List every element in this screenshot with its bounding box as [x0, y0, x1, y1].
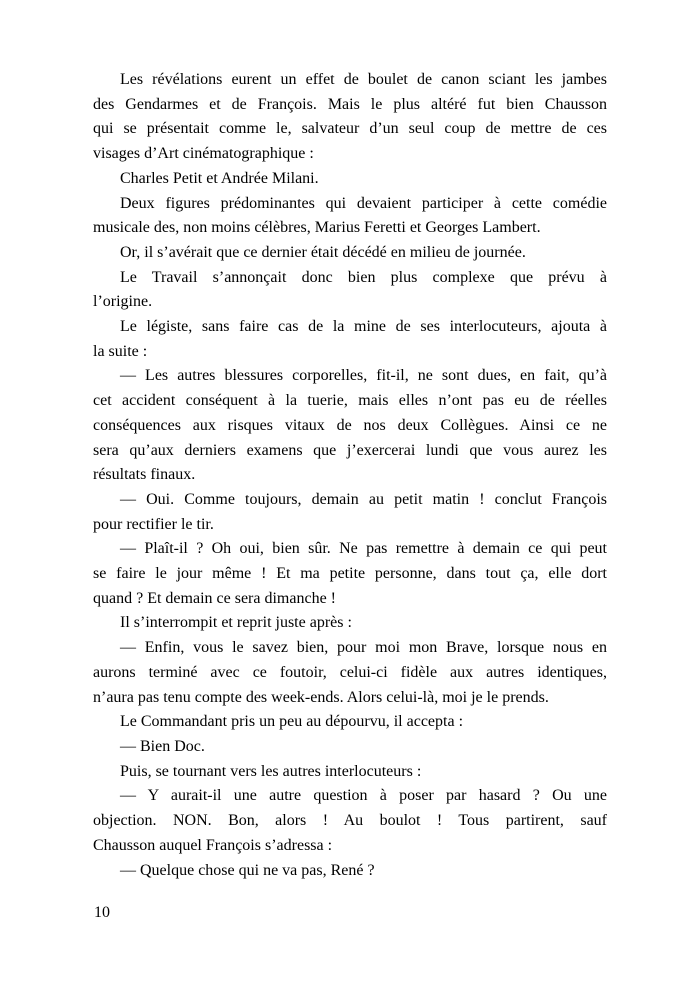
text-line: Chausson auquel François s’adressa : [93, 836, 333, 854]
text-line: Or, il s’avérait que ce dernier était décédé en milieu de journée. [120, 243, 526, 261]
text-line: conséquences aux risques vitaux de nos deux Collègues. Ainsi ce ne [93, 416, 607, 434]
text-line: sera qu’aux derniers examens que j’exercerai lundi que vous aurez les [93, 441, 607, 459]
text-line: — Bien Doc. [120, 737, 205, 755]
paragraph [93, 192, 607, 241]
text-line: Le Commandant pris un peu au dépourvu, il accepta : [120, 713, 464, 731]
paragraph [93, 488, 607, 537]
paragraph [93, 537, 607, 611]
paragraph [93, 167, 607, 192]
paragraph [93, 266, 607, 315]
text-line: la suite : [93, 342, 148, 360]
paragraph [93, 636, 607, 710]
page-number: 10 [94, 904, 110, 921]
text-line: — Oui. Comme toujours, demain au petit matin ! conclut François [120, 490, 607, 508]
text-line: Le légiste, sans faire cas de la mine de ses interlocuteurs, ajouta à [120, 318, 607, 336]
text-line: cet accident conséquent à la tuerie, mais elles n’ont pas eu de réelles [93, 392, 607, 410]
paragraph [93, 859, 607, 884]
text-line: Le Travail s’annonçait donc bien plus complexe que prévu à [120, 268, 607, 286]
text-line: Les révélations eurent un effet de boulet de canon sciant les jambes [120, 71, 607, 88]
text-line: Deux figures prédominantes qui devaient participer à cette comédie [120, 194, 607, 212]
text-line: résultats finaux. [93, 466, 196, 484]
paragraph [93, 710, 607, 735]
page-text [93, 68, 607, 883]
paragraph [93, 784, 607, 858]
text-line: quand ? Et demain ce sera dimanche ! [93, 589, 336, 607]
text-line: — Y aurait-il une autre question à poser par hasard ? Ou une [120, 787, 607, 805]
paragraph [93, 68, 607, 167]
text-line: Puis, se tournant vers les autres interlocuteurs : [120, 762, 422, 780]
text-line: Charles Petit et Andrée Milani. [120, 169, 319, 187]
paragraph [93, 364, 607, 488]
text-line: qui se présentait comme le, salvateur d’un seul coup de mettre de ces [93, 120, 607, 138]
text-line: — Plaît-il ? Oh oui, bien sûr. Ne pas remettre à demain ce qui peut [120, 540, 607, 558]
paragraph [93, 760, 607, 785]
text-line: n’aura pas tenu compte des week-ends. Alors celui-là, moi je le prends. [93, 688, 549, 706]
text-line: — Enfin, vous le savez bien, pour moi mon Brave, lorsque nous en [120, 639, 607, 657]
text-line: des Gendarmes et de François. Mais le plus altéré fut bien Chausson [93, 95, 607, 113]
paragraph [93, 241, 607, 266]
text-line: pour rectifier le tir. [93, 515, 214, 533]
text-line: se faire le jour même ! Et ma petite personne, dans tout ça, elle dort [93, 565, 607, 583]
text-line: l’origine. [93, 293, 153, 311]
text-line: objection. NON. Bon, alors ! Au boulot ! Tous partirent, sauf [93, 812, 607, 830]
text-line: — Les autres blessures corporelles, fit-il, ne sont dues, en fait, qu’à [120, 367, 607, 385]
paragraph [93, 735, 607, 760]
text-line: musicale des, non moins célèbres, Marius Feretti et Georges Lambert. [93, 219, 541, 237]
text-line: Il s’interrompit et reprit juste après : [120, 614, 352, 632]
paragraph [93, 611, 607, 636]
text-line: visages d’Art cinématographique : [93, 145, 314, 163]
text-line: aurons terminé avec ce foutoir, celui-ci fidèle aux autres identiques, [93, 663, 607, 681]
paragraph [93, 315, 607, 364]
text-line: — Quelque chose qui ne va pas, René ? [120, 861, 375, 879]
